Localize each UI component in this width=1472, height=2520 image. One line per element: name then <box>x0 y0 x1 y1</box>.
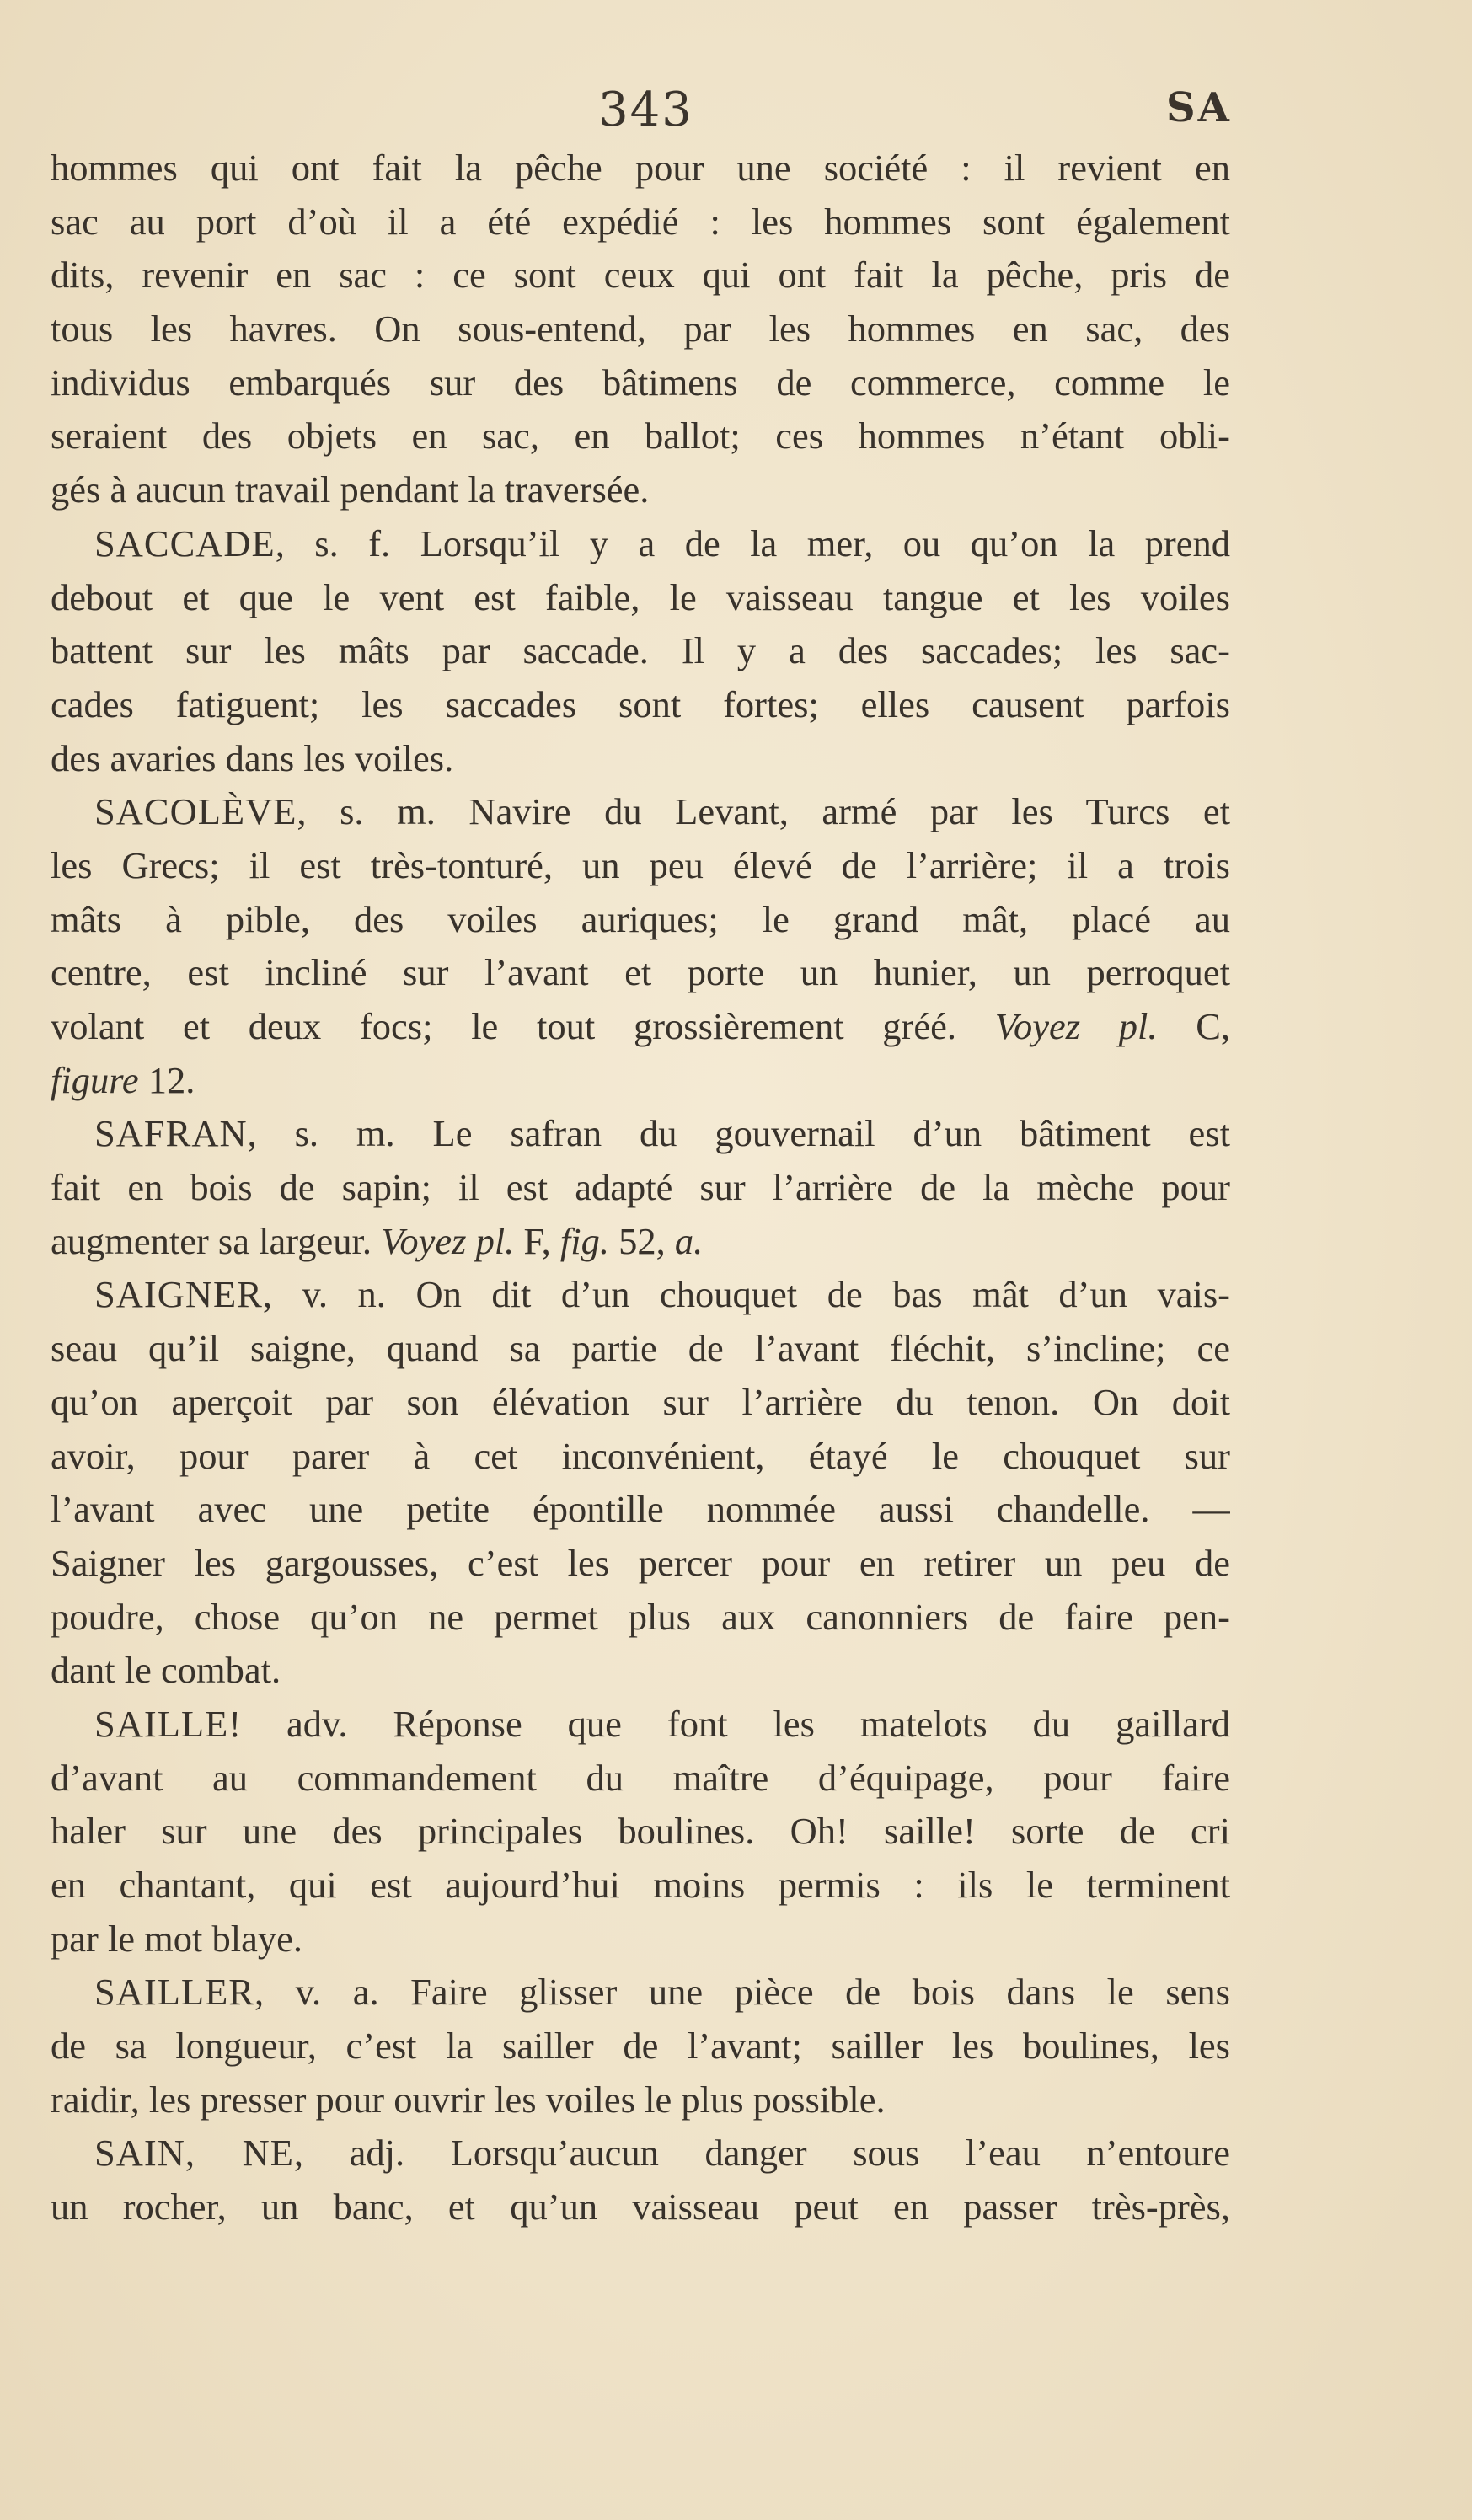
text-line <box>51 571 1230 625</box>
italic-text: figure <box>51 1058 139 1101</box>
text-run: , s. f. Lorsqu’il y a de la mer, ou qu’on la prend <box>275 522 1230 564</box>
text-run: , adj. Lorsqu’aucun danger sous l’eau n’entoure <box>293 2132 1230 2175</box>
text-run: augmenter sa largeur. <box>51 1219 382 1262</box>
text-line <box>51 1430 1230 1484</box>
text-run: en chantant, qui est aujourd’hui moins permis : ils le terminent <box>51 1864 1230 1906</box>
entry-first-line <box>51 1966 1230 2020</box>
text-run: mâts à pible, des voiles auriques; le grand mât, placé au <box>51 897 1230 940</box>
text-run: gés à aucun travail pendant la traversée. <box>51 468 650 511</box>
text-run: , v. a. Faire glisser une pièce de bois dans le sens <box>254 1971 1230 2014</box>
text-run: un rocher, un banc, et qu’un vaisseau peut en passer très-près, <box>51 2186 1230 2228</box>
text-run: battent sur les mâts par saccade. Il y a des saccades; les sac- <box>51 629 1230 672</box>
text-run: tous les havres. On sous-entend, par les hommes en sac, des <box>51 308 1230 350</box>
text-run: de sa longueur, c’est la sailler de l’avant; sailler les boulines, les <box>51 2025 1230 2068</box>
text-run: , v. n. On dit d’un chouquet de bas mât d’un vais- <box>262 1273 1230 1316</box>
text-run: seraient des objets en sac, en ballot; ces hommes n’étant obli- <box>51 415 1230 457</box>
text-run: individus embarqués sur des bâtimens de commerce, comme le <box>51 361 1230 404</box>
headword: SAILLER <box>94 1971 254 2014</box>
text-line <box>51 893 1230 947</box>
running-head: SA <box>1166 84 1232 131</box>
headword: SAIN, NE <box>94 2132 294 2175</box>
text-run: cades fatiguent; les saccades sont fortes; elles causent parfois <box>51 682 1230 725</box>
text-run: l’avant avec une petite épontille nommée aussi chandelle. — <box>51 1488 1230 1531</box>
text-run: , s. m. Le safran du gouvernail d’un bâtiment est <box>247 1112 1230 1155</box>
text-line <box>51 409 1230 463</box>
dictionary-text <box>51 142 1230 2234</box>
headword: SAILLE <box>94 1702 229 1745</box>
italic-text: Voyez pl. <box>994 1005 1158 1047</box>
text-run: C, <box>1157 1005 1230 1047</box>
italic-text: Voyez pl. <box>381 1219 515 1262</box>
text-line <box>51 1161 1230 1215</box>
text-line <box>51 2180 1230 2234</box>
text-line <box>51 463 1230 517</box>
text-run: F, <box>514 1219 560 1262</box>
headword: SACCADE <box>94 522 276 564</box>
entry-first-line <box>51 1268 1230 1322</box>
text-run: Saigner les gargousses, c’est les percer pour en retirer un peu de <box>51 1541 1230 1584</box>
text-line <box>51 1859 1230 1913</box>
headword: SACOLÈVE <box>94 790 297 833</box>
italic-text: a. <box>674 1219 704 1262</box>
text-run: volant et deux focs; le tout grossièrement gréé. <box>51 1005 995 1047</box>
text-line <box>51 2073 1230 2127</box>
text-run: 52, <box>608 1219 675 1262</box>
text-line <box>51 1376 1230 1430</box>
text-line <box>51 302 1230 356</box>
text-run: d’avant au commandement du maître d’équipage, pour faire <box>51 1756 1230 1799</box>
text-line <box>51 1913 1230 1966</box>
entry-first-line <box>51 785 1230 839</box>
headword: SAFRAN <box>94 1112 248 1155</box>
text-line <box>51 1805 1230 1859</box>
text-run: dits, revenir en sac : ce sont ceux qui ont fait la pêche, pris de <box>51 254 1230 297</box>
text-run: haler sur une des principales boulines. Oh! saille! sorte de cri <box>51 1810 1230 1853</box>
text-run: par le mot blaye. <box>51 1917 303 1960</box>
text-line <box>51 249 1230 302</box>
text-line <box>51 946 1230 1000</box>
text-run: seau qu’il saigne, quand sa partie de l’avant fléchit, s’incline; ce <box>51 1327 1230 1370</box>
text-line <box>51 1644 1230 1698</box>
text-run: des avaries dans les voiles. <box>51 736 454 779</box>
text-run: raidir, les presser pour ouvrir les voiles le plus possible. <box>51 2078 886 2121</box>
text-line <box>51 1322 1230 1376</box>
entry-first-line <box>51 1107 1230 1161</box>
page-number: 343 <box>598 83 693 137</box>
text-run: qu’on aperçoit par son élévation sur l’arrière du tenon. On doit <box>51 1380 1230 1423</box>
entry-first-line <box>51 1698 1230 1752</box>
text-line <box>51 624 1230 678</box>
text-run: poudre, chose qu’on ne permet plus aux canonniers de faire pen- <box>51 1595 1230 1638</box>
text-run: ! adv. Réponse que font les matelots du gaillard <box>228 1702 1230 1745</box>
text-line <box>51 732 1230 786</box>
text-line <box>51 1054 1230 1108</box>
text-run: les Grecs; il est très-tonturé, un peu élevé de l’arrière; il a trois <box>51 843 1230 886</box>
entry-first-line <box>51 517 1230 571</box>
text-line <box>51 356 1230 410</box>
text-line <box>51 1215 1230 1269</box>
text-run: dant le combat. <box>51 1649 281 1692</box>
italic-text: fig. <box>559 1219 609 1262</box>
text-run: 12. <box>138 1058 195 1101</box>
text-run: sac au port d’où il a été expédié : les hommes sont également <box>51 200 1230 243</box>
text-run: hommes qui ont fait la pêche pour une société : il revient en <box>51 147 1230 189</box>
text-line <box>51 678 1230 732</box>
page-header <box>52 83 1232 150</box>
text-line <box>51 1752 1230 1806</box>
text-line <box>51 142 1230 195</box>
text-run: debout et que le vent est faible, le vaisseau tangue et les voiles <box>51 575 1230 618</box>
text-line <box>51 2020 1230 2073</box>
entry-first-line <box>51 2127 1230 2180</box>
text-run: fait en bois de sapin; il est adapté sur l’arrière de la mèche pour <box>51 1166 1230 1209</box>
text-line <box>51 1537 1230 1591</box>
headword: SAIGNER <box>94 1273 263 1316</box>
text-run: , s. m. Navire du Levant, armé par les Turcs et <box>297 790 1230 833</box>
text-line <box>51 1000 1230 1054</box>
text-run: avoir, pour parer à cet inconvénient, étayé le chouquet sur <box>51 1434 1230 1477</box>
text-line <box>51 839 1230 893</box>
text-line <box>51 1591 1230 1645</box>
text-line <box>51 1483 1230 1537</box>
text-line <box>51 195 1230 249</box>
text-run: centre, est incliné sur l’avant et porte un hunier, un perroquet <box>51 951 1230 994</box>
